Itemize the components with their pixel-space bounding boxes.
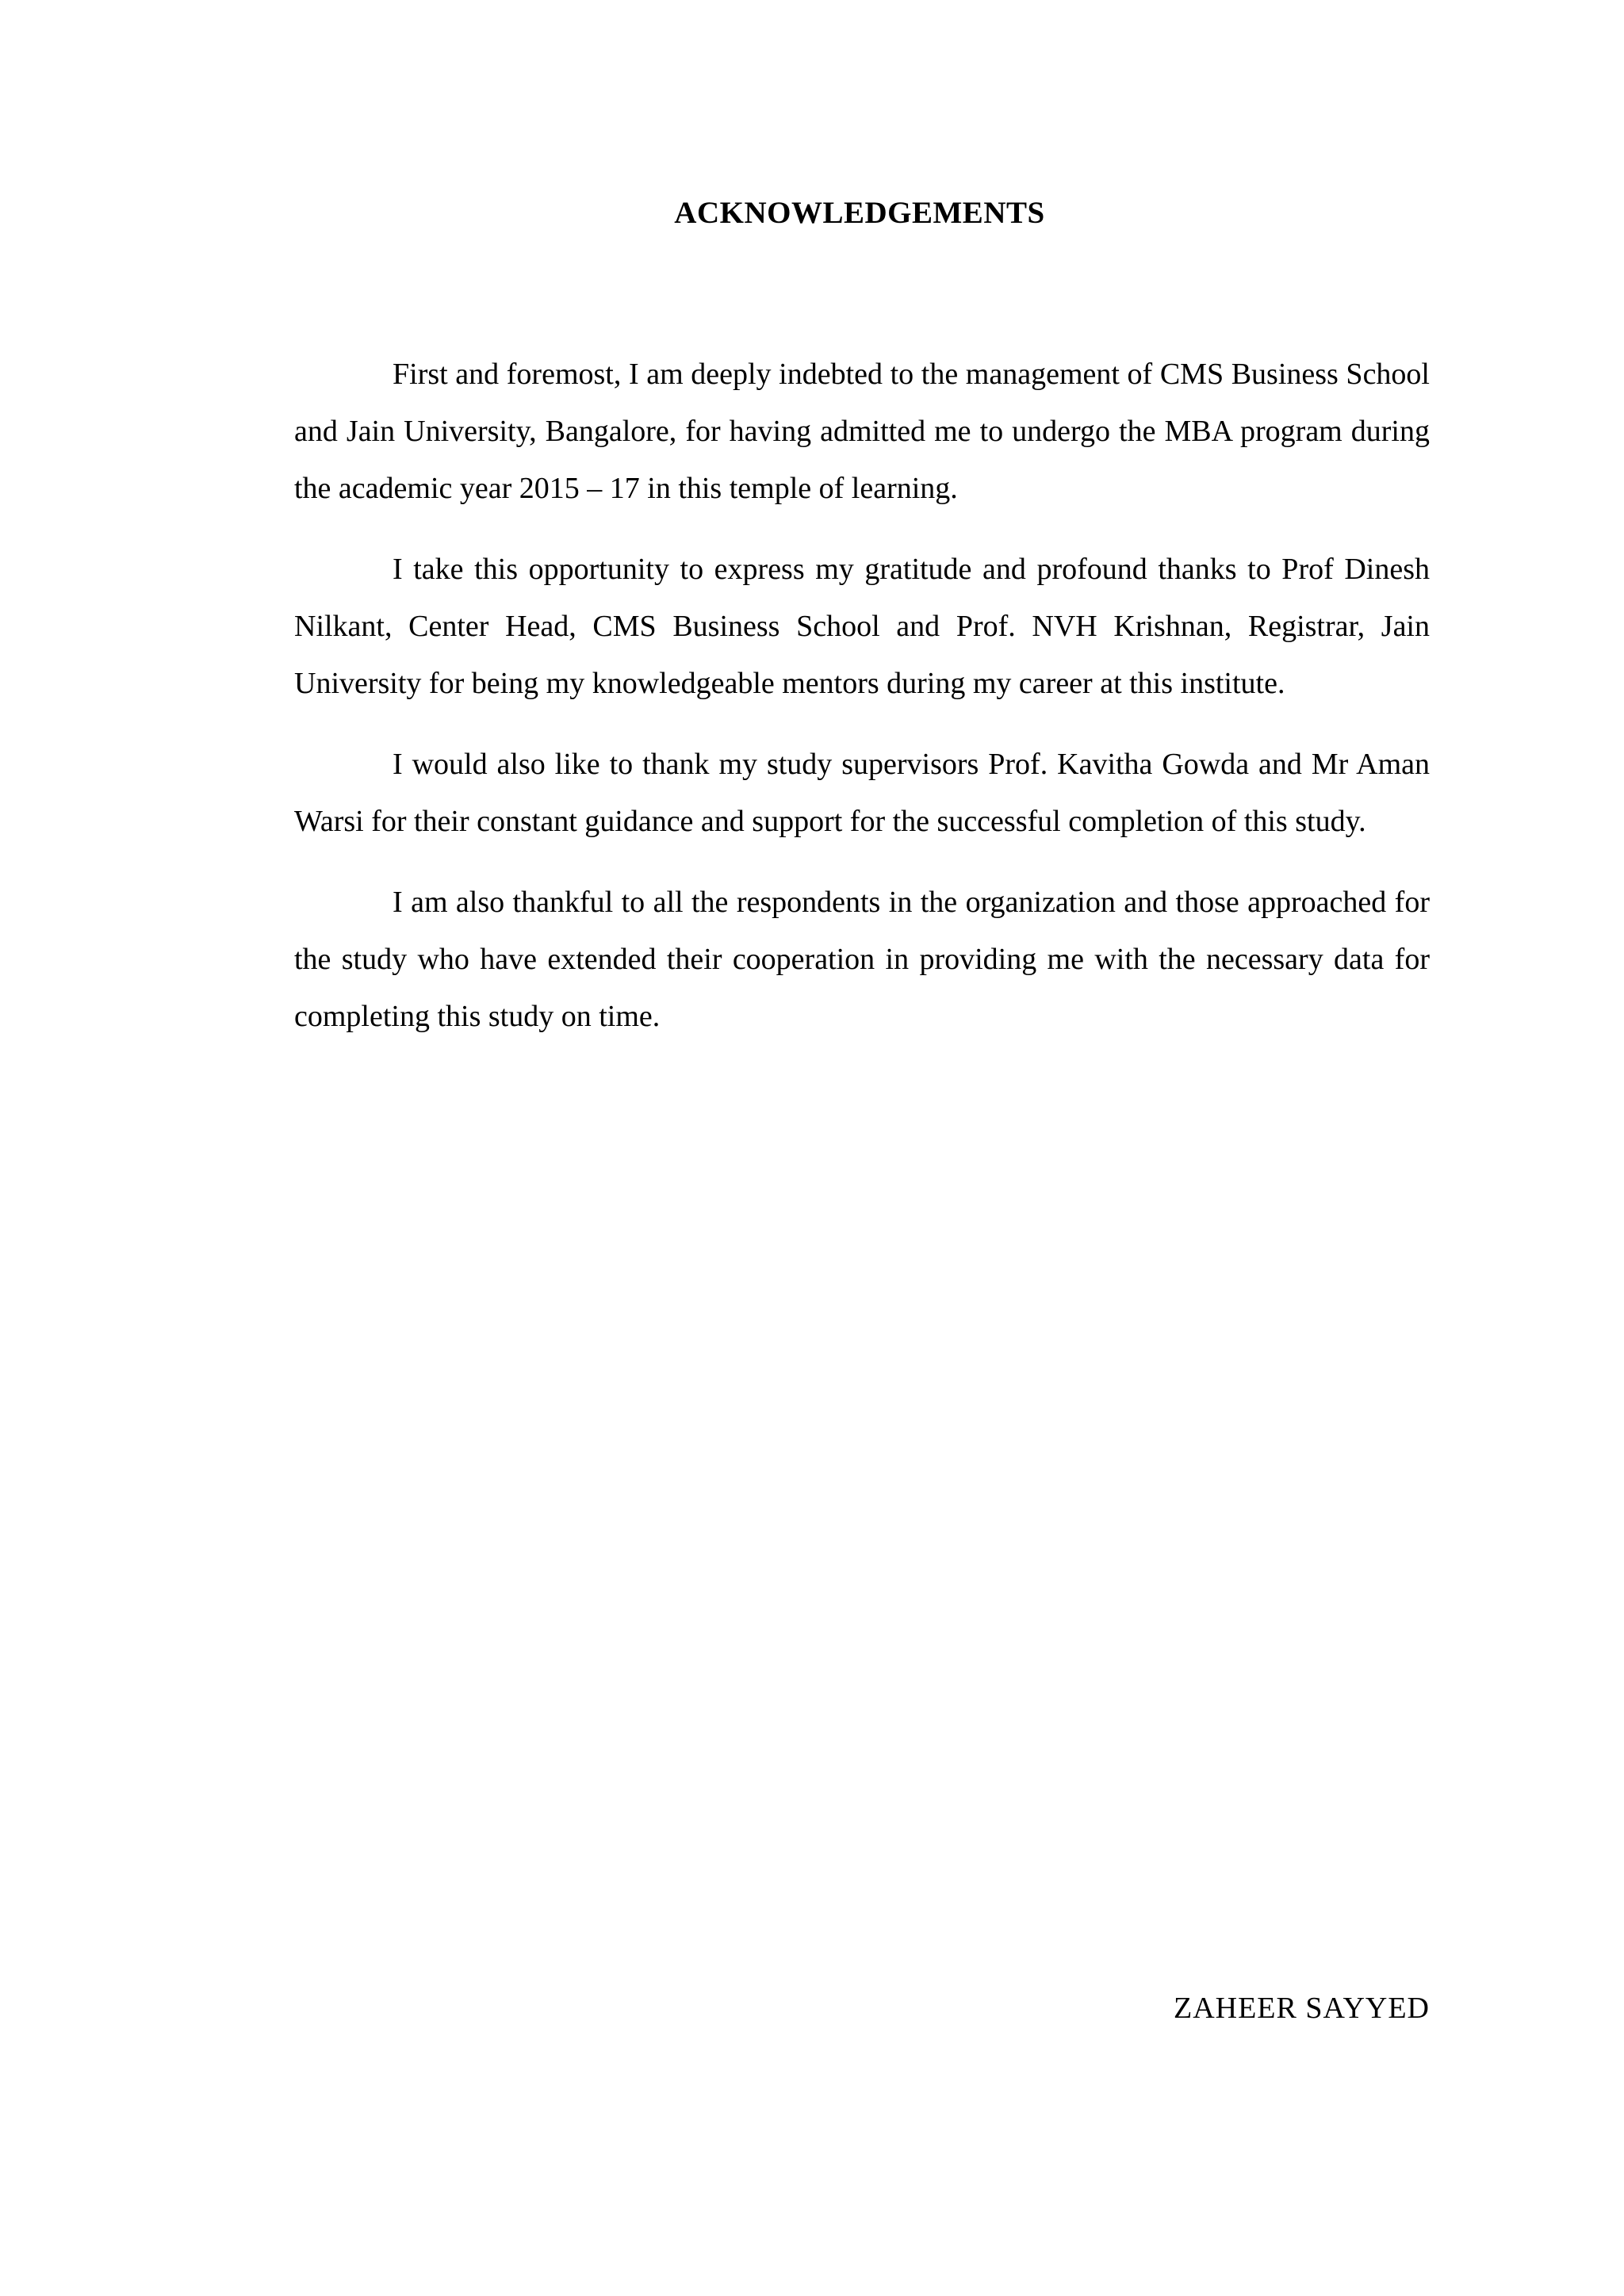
paragraph-management: First and foremost, I am deeply indebted to the management of CMS Business School and Jain University, Bangalore, for having admitted me to undergo the MBA program during the academic year 2015 – 17 in this temple of learning.	[294, 358, 1430, 505]
page-title: ACKNOWLEDGEMENTS	[674, 196, 1045, 230]
author-signature: ZAHEER SAYYED	[1174, 1992, 1430, 2025]
paragraph-respondents: I am also thankful to all the respondents in the organization and those approached for the study who have extended their cooperation in providing me with the necessary data for completing this study on time.	[294, 886, 1430, 1033]
paragraph-mentors: I take this opportunity to express my gratitude and profound thanks to Prof Dinesh Nilkant, Center Head, CMS Business School and Prof. NVH Krishnan, Registrar, Jain University for being my knowledgeable mentors during my career at this institute.	[294, 553, 1430, 700]
acknowledgement-body	[294, 346, 1430, 1069]
paragraph-supervisors: I would also like to thank my study supervisors Prof. Kavitha Gowda and Mr Aman Warsi for their constant guidance and support for the successful completion of this study.	[294, 748, 1430, 838]
